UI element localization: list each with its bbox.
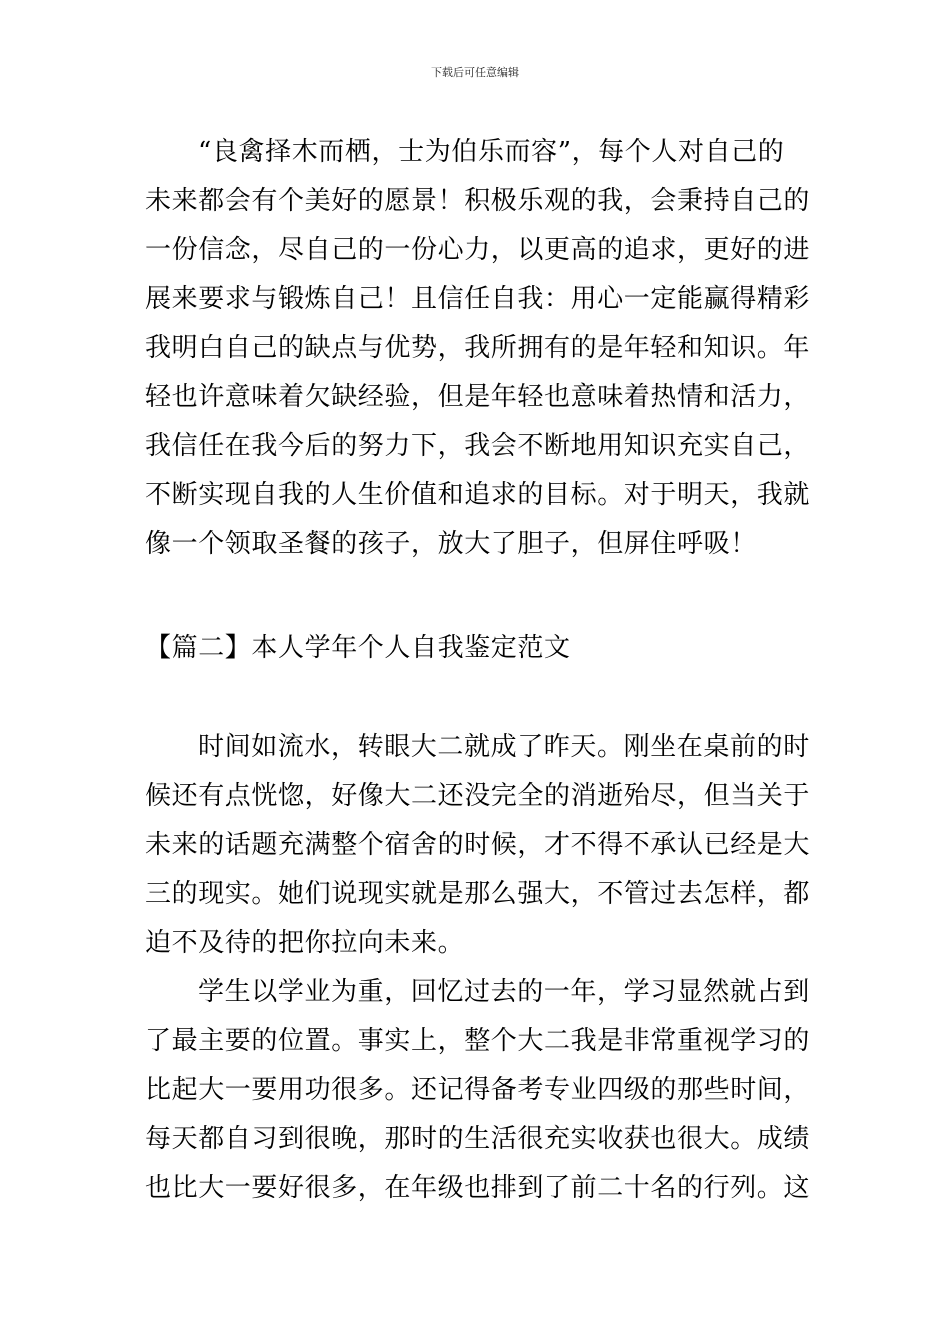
paragraph-line: 不断实现自我的人生价值和追求的目标。对于明天，我就 <box>145 480 811 510</box>
page-header-note: 下载后可任意编辑 <box>431 66 519 79</box>
paragraph-line: 也比大一要好很多，在年级也排到了前二十名的行列。这 <box>145 1173 811 1203</box>
paragraph-line: 时间如流水，转眼大二就成了昨天。刚坐在桌前的时 <box>198 732 810 762</box>
paragraph-line: 未来的话题充满整个宿舍的时候，才不得不承认已经是大 <box>145 830 811 860</box>
paragraph-line: 比起大一要用功很多。还记得备考专业四级的那些时间， <box>145 1075 811 1105</box>
paragraph-line: 三的现实。她们说现实就是那么强大，不管过去怎样，都 <box>145 879 811 909</box>
paragraph-line: 每天都自习到很晚，那时的生活很充实收获也很大。成绩 <box>145 1124 811 1154</box>
paragraph-line: 候还有点恍惚，好像大二还没完全的消逝殆尽，但当关于 <box>145 781 811 811</box>
paragraph-line: 了最主要的位置。事实上，整个大二我是非常重视学习的 <box>145 1026 811 1056</box>
paragraph-line: 一份信念，尽自己的一份心力，以更高的追求，更好的进 <box>145 235 811 265</box>
section-title: 【篇二】本人学年个人自我鉴定范文 <box>145 633 571 663</box>
paragraph-2 <box>145 723 810 968</box>
paragraph-3 <box>145 968 810 1213</box>
paragraph-line: 展来要求与锻炼自己！且信任自我：用心一定能赢得精彩 <box>145 284 811 314</box>
paragraph-line: 学生以学业为重，回忆过去的一年，学习显然就占到 <box>198 977 810 1007</box>
paragraph-line: 轻也许意味着欠缺经验，但是年轻也意味着热情和活力， <box>145 382 811 412</box>
paragraph-line: 我明白自己的缺点与优势，我所拥有的是年轻和知识。年 <box>145 333 811 363</box>
paragraph-1 <box>145 128 810 569</box>
paragraph-line: 未来都会有个美好的愿景！积极乐观的我，会秉持自己的 <box>145 186 811 216</box>
paragraph-line: 我信任在我今后的努力下，我会不断地用知识充实自己， <box>145 431 811 461</box>
paragraph-line: 迫不及待的把你拉向未来。 <box>145 928 465 958</box>
paragraph-line: 像一个领取圣餐的孩子，放大了胆子，但屏住呼吸！ <box>145 529 757 559</box>
paragraph-line: “良禽择木而栖，士为伯乐而容”，每个人对自己的 <box>198 137 785 167</box>
